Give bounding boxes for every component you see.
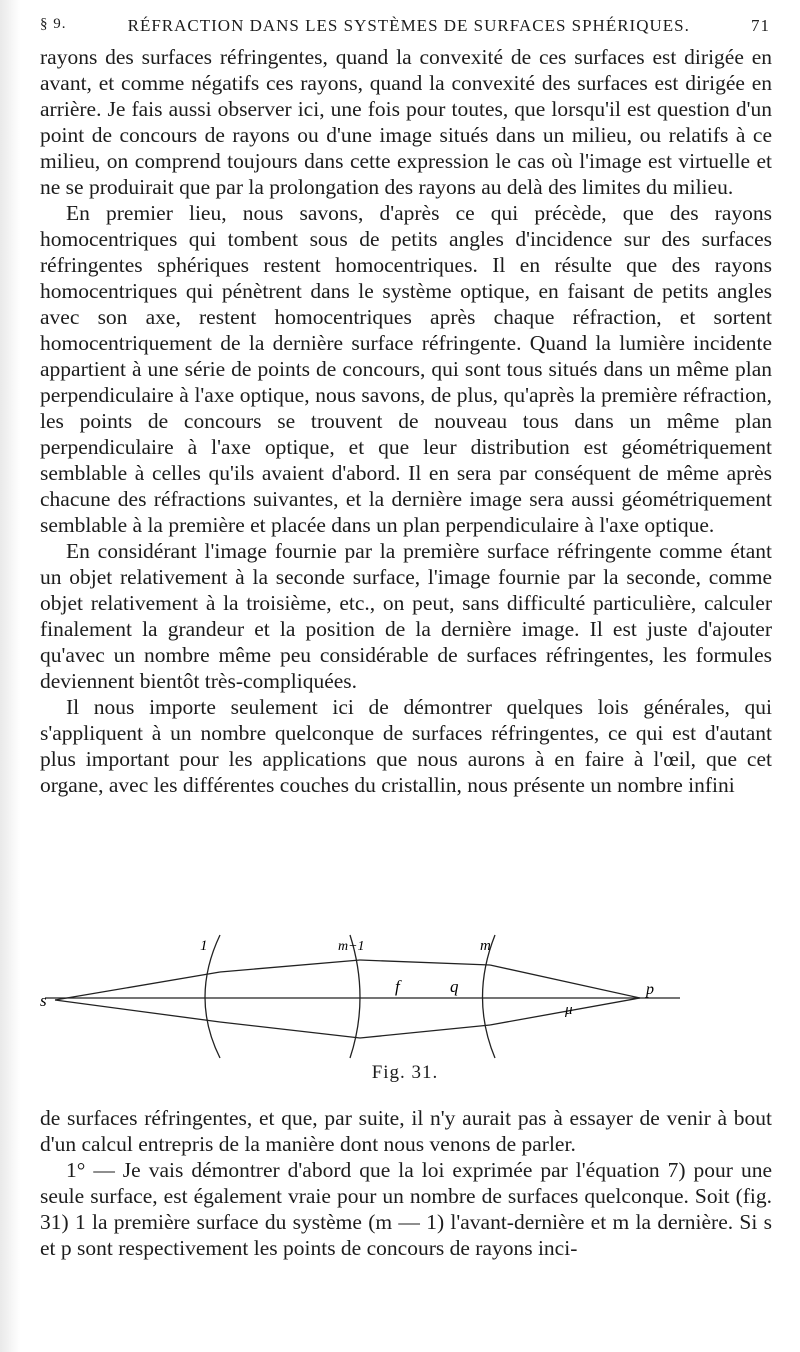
paragraph: de surfaces réfringentes, et que, par suite, il n'y aurait pas à essayer de venir à bout d'un calcul entrepris de la manière dont nous venons de parler. — [40, 1106, 772, 1156]
ray-lower-3 — [360, 1025, 490, 1038]
ray-lower-1 — [55, 1000, 220, 1022]
label-f: f — [395, 977, 400, 996]
paragraph: En considérant l'image fournie par la première surface réfringente comme étant un objet relativement à la seconde surface, l'image fournie par la seconde, comme objet relativement à la troisième, etc., on peut, sans difficulté particulière, calculer finalement la grandeur et la position de la dernière image. Il est juste d'ajouter qu'avec un nombre même peu considérable de surfaces réfringentes, les formules deviennent bientôt très-compliquées. — [40, 539, 772, 693]
section-number: § 9. — [40, 16, 67, 32]
ray-upper-2 — [220, 960, 360, 972]
figure-caption: Fig. 31. — [371, 1062, 439, 1083]
optical-system-diagram — [40, 930, 770, 1060]
label-q: q — [450, 977, 459, 996]
running-title: RÉFRACTION DANS LES SYSTÈMES DE SURFACES SPHÉRIQUES. — [127, 16, 690, 35]
page-binding-shadow — [0, 0, 20, 1352]
figure-31 — [40, 930, 770, 1090]
body-text-top — [40, 44, 772, 798]
running-header — [40, 16, 770, 36]
paragraph: Il nous importe seulement ici de démontrer quelques lois générales, qui s'appliquent à un nombre quelconque de surfaces réfringentes, ce qui est d'autant plus important pour les applications que nous aurons à en faire à l'œil, que cet organe, avec les différentes couches du cristallin, nous présente un nombre infini — [40, 695, 772, 797]
ray-lower-2 — [220, 1022, 360, 1038]
label-p: p — [646, 981, 654, 998]
ray-upper-1 — [55, 972, 220, 1000]
label-surface-1: 1 — [200, 938, 208, 954]
label-surface-m-1: m−1 — [338, 939, 365, 954]
ray-upper-3 — [360, 960, 490, 965]
body-text-bottom — [40, 1105, 772, 1261]
page-number: 71 — [751, 16, 770, 35]
ray-upper-out — [490, 965, 640, 998]
paragraph: En premier lieu, nous savons, d'après ce qui précède, que des rayons homocentriques qui tombent sous de petits angles d'incidence sur des surfaces réfringentes sphériques restent homocentriques. Il en résulte que des rayons homocentriques qui pénètrent dans le système optique, en faisant de petits angles avec son axe, restent homocentriques après chaque réfraction, et sortent homocentriquement de la dernière surface réfringente. Quand la lumière incidente appartient à une série de points de concours, qui sont tous situés dans un même plan perpendiculaire à l'axe optique, nous savons, de plus, qu'après la première réfraction, les points de concours se trouvent de nouveau tous dans un même plan perpendiculaire à l'axe optique, et que leur distribution est géométriquement semblable à celles qu'ils avaient d'abord. Il en sera par conséquent de même après chacune des réfractions suivantes, et la dernière image sera aussi géométriquement semblable à la première et placée dans un plan perpendiculaire à l'axe optique. — [40, 201, 772, 537]
label-surface-m: m — [480, 938, 491, 954]
paragraph: 1° — Je vais démontrer d'abord que la loi exprimée par l'équation 7) pour une seule surface, est également vraie pour un nombre de surfaces quelconque. Soit (fig. 31) 1 la première surface du système (m — 1) l'avant-dernière et m la dernière. Si s et p sont respectivement les points de concours de rayons inci- — [40, 1158, 772, 1260]
label-s: s — [40, 991, 47, 1010]
paragraph: rayons des surfaces réfringentes, quand la convexité de ces surfaces est dirigée en avant, et comme négatifs ces rayons, quand la convexité des surfaces est dirigée en arrière. Je fais aussi observer ici, une fois pour toutes, que lorsqu'il est question d'un point de concours de rayons ou d'une image situés dans un milieu, ou relatifs à ce milieu, on comprend toujours dans cette expression le cas où l'image est virtuelle et ne se produirait que par la prolongation des rayons au delà des limites du milieu. — [40, 45, 772, 199]
label-mu: μ — [565, 1002, 573, 1018]
